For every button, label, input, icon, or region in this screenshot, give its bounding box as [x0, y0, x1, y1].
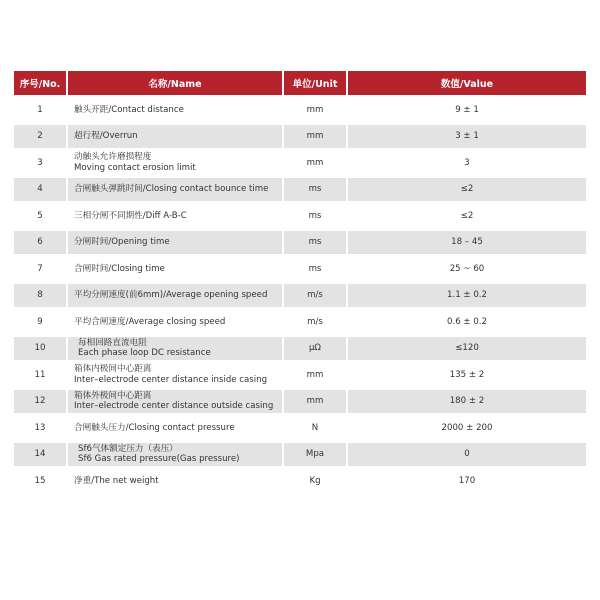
parameter-value: 2000 ± 200	[441, 422, 493, 433]
parameter-name	[68, 178, 282, 202]
parameter-name-line: 合闸时间/Closing time	[74, 263, 165, 274]
parameter-name-line: 分闸时间/Opening time	[74, 237, 170, 248]
row-number: 2	[14, 125, 66, 149]
parameter-unit: Kg	[309, 475, 321, 486]
parameter-name-line: 净重/The net weight	[74, 475, 159, 486]
table-row	[14, 257, 586, 281]
parameter-value: 9 ± 1	[455, 104, 479, 115]
parameter-value: 0	[348, 443, 586, 467]
parameter-name	[68, 151, 282, 175]
row-number: 12	[14, 390, 66, 414]
row-number: 11	[34, 369, 46, 380]
parameter-name	[68, 257, 282, 281]
row-number: 4	[14, 178, 66, 202]
row-number: 10	[14, 337, 66, 361]
table-row	[14, 390, 586, 414]
parameter-value: 3 ± 1	[348, 125, 586, 149]
parameter-value: 170	[458, 475, 476, 486]
parameter-unit: mm	[306, 369, 324, 380]
parameter-value: 0.6 ± 0.2	[447, 316, 487, 327]
table-row	[14, 284, 586, 308]
parameter-unit: ms	[308, 210, 322, 221]
parameter-unit: mm	[306, 157, 324, 168]
row-number: 14	[14, 443, 66, 467]
parameter-name	[68, 98, 282, 122]
table-row	[14, 231, 586, 255]
row-number: 5	[37, 210, 43, 221]
parameter-name-line: 动触头允许磨损程度	[74, 152, 152, 163]
table-row	[14, 151, 586, 175]
table-row	[14, 125, 586, 149]
table-body	[14, 98, 586, 493]
row-number: 13	[34, 422, 46, 433]
header-value: 数值/Value	[348, 71, 586, 95]
table-row	[14, 310, 586, 334]
parameter-unit: m/s	[307, 316, 323, 327]
parameter-unit: ms	[308, 263, 322, 274]
parameter-name-line: 每相回路直流电阻	[78, 337, 147, 348]
row-number: 6	[14, 231, 66, 255]
parameter-name	[68, 337, 282, 361]
table-row	[14, 178, 586, 202]
parameter-value: 25 ~ 60	[449, 263, 485, 274]
table-row	[14, 416, 586, 440]
parameter-name	[68, 231, 282, 255]
parameter-name-line: 超行程/Overrun	[74, 131, 138, 142]
table-row	[14, 337, 586, 361]
parameter-name-line: 合闸触头弹跳时间/Closing contact bounce time	[74, 184, 269, 195]
parameter-name	[68, 310, 282, 334]
header-row	[14, 71, 586, 95]
spec-table	[12, 68, 588, 496]
parameter-unit: Mpa	[284, 443, 346, 467]
header-name: 名称/Name	[68, 71, 282, 95]
parameter-value: ≤2	[348, 178, 586, 202]
parameter-value: 3	[464, 157, 470, 168]
parameter-name	[68, 416, 282, 440]
table-row	[14, 98, 586, 122]
parameter-value: 18 – 45	[348, 231, 586, 255]
row-number: 15	[34, 475, 46, 486]
parameter-name-line: Each phase loop DC resistance	[78, 348, 211, 359]
header-no: 序号/No.	[14, 71, 66, 95]
parameter-name-line: Sf6 Gas rated pressure(Gas pressure)	[78, 454, 240, 465]
parameter-value: 1.1 ± 0.2	[348, 284, 586, 308]
parameter-name-line: 箱体内极间中心距离	[74, 364, 152, 375]
parameter-value: ≤2	[460, 210, 474, 221]
parameter-name	[68, 204, 282, 228]
parameter-unit: mm	[306, 104, 324, 115]
parameter-name	[68, 390, 282, 414]
parameter-unit: μΩ	[284, 337, 346, 361]
parameter-name-line: Inter–electrode center distance inside casing	[74, 374, 268, 385]
parameter-name-line: 平均分闸速度(前6mm)/Average opening speed	[74, 290, 268, 301]
row-number: 9	[37, 316, 43, 327]
parameter-value: 135 ± 2	[449, 369, 485, 380]
parameter-name-line: Inter–electrode center distance outside casing	[74, 401, 274, 412]
row-number: 3	[37, 157, 43, 168]
table-row	[14, 363, 586, 387]
parameter-name-line: Moving contact erosion limit	[74, 162, 196, 173]
table-row	[14, 204, 586, 228]
parameter-unit: ms	[284, 231, 346, 255]
row-number: 8	[14, 284, 66, 308]
parameter-name-line: 平均合闸速度/Average closing speed	[74, 316, 226, 327]
parameter-unit: m/s	[284, 284, 346, 308]
parameter-name-line: 三相分闸不同期性/Diff A-B-C	[74, 210, 187, 221]
parameter-value: ≤120	[348, 337, 586, 361]
parameter-name-line: Sf6气体额定压力（表压）	[78, 443, 178, 454]
table-row	[14, 443, 586, 467]
parameter-name	[68, 443, 282, 467]
parameter-name-line: 触头开距/Contact distance	[74, 104, 184, 115]
parameter-unit: mm	[284, 390, 346, 414]
row-number: 1	[37, 104, 43, 115]
table-row	[14, 469, 586, 493]
parameter-value: 180 ± 2	[348, 390, 586, 414]
parameter-unit: mm	[284, 125, 346, 149]
parameter-unit: ms	[284, 178, 346, 202]
row-number: 7	[37, 263, 43, 274]
parameter-name	[68, 469, 282, 493]
header-unit: 单位/Unit	[284, 71, 346, 95]
parameter-name	[68, 363, 282, 387]
parameter-name-line: 合闸触头压力/Closing contact pressure	[74, 422, 235, 433]
parameter-unit: N	[311, 422, 319, 433]
parameter-name	[68, 284, 282, 308]
parameter-name-line: 箱体外极间中心距离	[74, 390, 152, 401]
parameter-name	[68, 125, 282, 149]
